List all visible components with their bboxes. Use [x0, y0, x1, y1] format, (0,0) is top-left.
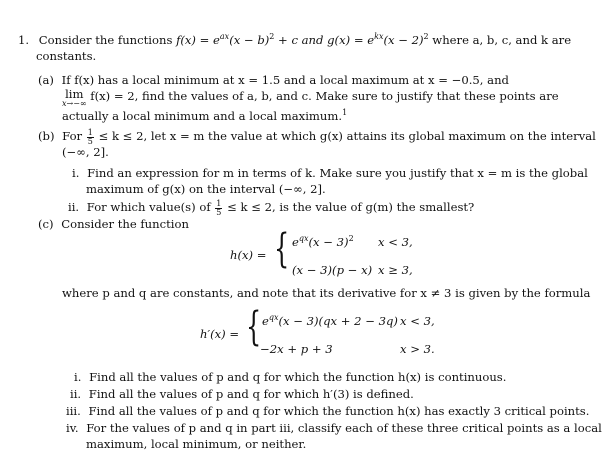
hprime-case-1-factor: (x − 3)(qx + 2 − 3q)	[278, 314, 398, 328]
question-number: 1.	[18, 33, 30, 47]
part-c-item-iv-line2: maximum, local minimum, or neither.	[86, 437, 307, 451]
part-b-i-line2: maximum of g(x) on the interval (−∞, 2].	[86, 182, 326, 196]
part-b-text: ≤ k ≤ 2, let x = m the value at which g(x) attains its global maximum on the interval	[98, 129, 596, 143]
hprime-case-1-condition: x < 3,	[400, 314, 435, 328]
part-b-ii-text: ≤ k ≤ 2, is the value of g(m) the smallest?	[227, 200, 475, 214]
f-factor: (x − b)	[229, 33, 270, 47]
item-text: Find all the values of p and q for which h′(3) is defined.	[88, 387, 414, 401]
item-label: iv.	[66, 421, 79, 435]
hprime-case-1	[262, 313, 398, 331]
part-a-line1	[38, 72, 509, 88]
part-c-item-ii	[70, 386, 414, 402]
f-square: 2	[269, 32, 275, 41]
fraction-one-fifth-2	[215, 200, 222, 217]
h-case-1	[292, 234, 354, 252]
part-c-intro-text: Consider the function	[61, 217, 189, 231]
f-exponent: ax	[219, 32, 230, 41]
limit-subscript: x→−∞	[62, 99, 87, 108]
item-label: i.	[74, 370, 82, 384]
f-tail: + c and	[274, 33, 324, 47]
fraction-denominator: 5	[87, 136, 93, 146]
g-exponent: kx	[374, 32, 384, 41]
h-case-2: (x − 3)(p − x)	[292, 263, 373, 277]
part-a-text: If f(x) has a local minimum at x = 1.5 and a local maximum at x = −0.5, and	[61, 73, 509, 87]
hprime-case-1-e: e	[262, 314, 269, 328]
hprime-case-2-condition: x > 3.	[400, 342, 435, 356]
part-b-line2: (−∞, 2].	[62, 145, 109, 159]
derivative-note: where p and q are constants, and note that its derivative for x ≠ 3 is given by the formula	[62, 286, 591, 300]
item-text: Find all the values of p and q for which the function h(x) is continuous.	[89, 370, 507, 384]
part-b-i-text: Find an expression for m in terms of k. Make sure you justify that x = m is the global	[87, 166, 588, 180]
intro-suffix: where a, b, c, and k are	[432, 33, 572, 47]
g-definition: g(x) = e	[327, 33, 375, 47]
part-b-i-line1	[72, 165, 588, 181]
part-b-i-label: i.	[72, 166, 80, 180]
h-case-1-factor: (x − 3)	[308, 235, 349, 249]
question-1-intro	[18, 32, 571, 50]
part-b-for: For	[62, 129, 83, 143]
fraction-numerator: 1	[87, 127, 93, 137]
part-b-ii-prefix: For which value(s) of	[86, 200, 211, 214]
part-b-label: (b)	[38, 129, 55, 143]
fraction-one-fifth	[87, 129, 94, 146]
hprime-case-2: −2x + p + 3	[260, 342, 333, 356]
g-factor: (x − 2)	[383, 33, 424, 47]
fraction-numerator: 1	[216, 198, 222, 208]
hprime-lhs: h′(x) =	[200, 327, 240, 341]
h-brace: {	[274, 226, 290, 272]
h-lhs: h(x) =	[230, 248, 267, 262]
part-c-intro	[38, 216, 189, 232]
part-b-line1	[38, 128, 596, 146]
h-case-2-condition: x ≥ 3,	[378, 263, 413, 277]
question-1-intro-line2: constants.	[36, 49, 97, 63]
h-case-1-condition: x < 3,	[378, 235, 413, 249]
part-a-text-2: f(x) = 2, find the values of a, b, and c. Make sure to justify that these points are	[90, 89, 559, 103]
part-b-ii-line	[68, 199, 474, 217]
hprime-brace: {	[246, 304, 262, 350]
part-a-label: (a)	[38, 73, 54, 87]
part-c-item-iv	[66, 420, 602, 436]
h-case-1-e: e	[292, 235, 299, 249]
footnote-mark: 1	[342, 108, 348, 117]
hprime-case-1-exponent: qx	[268, 313, 279, 322]
h-case-1-exponent: qx	[298, 234, 309, 243]
limit-expression	[62, 88, 87, 108]
part-c-label: (c)	[38, 217, 54, 231]
item-label: iii.	[66, 404, 81, 418]
item-text: Find all the values of p and q for which the function h(x) has exactly 3 critical points.	[88, 404, 590, 418]
g-square: 2	[423, 32, 429, 41]
part-a-line3	[62, 108, 347, 126]
limit-word: lim	[65, 87, 84, 101]
item-label: ii.	[70, 387, 82, 401]
intro-text: Consider the functions	[38, 33, 173, 47]
part-c-item-i	[74, 369, 506, 385]
f-definition: f(x) = e	[176, 33, 220, 47]
part-b-ii-label: ii.	[68, 200, 80, 214]
part-a-line2	[62, 88, 559, 108]
fraction-denominator: 5	[216, 207, 222, 217]
item-text: For the values of p and q in part iii, classify each of these three critical points as a local	[86, 421, 602, 435]
part-c-item-iii	[66, 403, 589, 419]
h-case-1-square: 2	[348, 234, 354, 243]
part-a-text-3: actually a local minimum and a local maximum.	[62, 109, 343, 123]
